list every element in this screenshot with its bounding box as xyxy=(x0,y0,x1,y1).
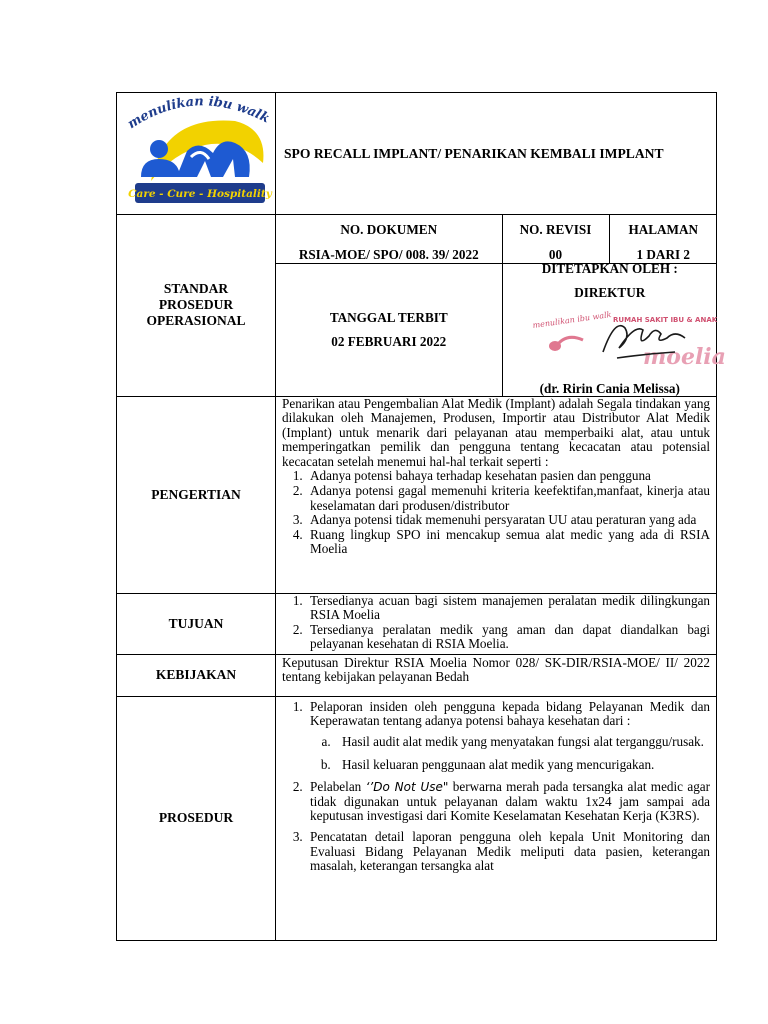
tanggal-terbit-cell xyxy=(276,264,502,396)
no-dokumen-cell xyxy=(276,215,502,264)
no-revisi-cell xyxy=(502,215,609,264)
ditetapkan-role: DIREKTUR xyxy=(574,285,646,300)
list-item: 2. Adanya potensi gagal memenuhi kriteria keefektifan,manfaat, kinerja atau keselamatan dari produsen/distributor xyxy=(306,484,710,513)
tanggal-terbit-value: 02 FEBRUARI 2022 xyxy=(331,333,447,349)
ditetapkan-cell xyxy=(502,261,726,396)
prosedur-step xyxy=(306,780,710,824)
prosedur-step-text: Pelabelan xyxy=(310,779,362,795)
do-not-use-label: ‘’Do Not Use" xyxy=(365,780,449,795)
list-item: 1. Tersedianya acuan bagi sistem manajemen peralatan medik dilingkungan RSIA Moelia xyxy=(306,594,710,623)
doc-info-table xyxy=(276,215,726,396)
prosedur-content xyxy=(276,696,717,940)
prosedur-sub-list xyxy=(310,735,710,772)
logo-arc-text: menulikan ibu walk xyxy=(125,94,272,133)
prosedur-step-text: Pencatatan detail laporan pengguna oleh kepala Unit Monitoring dan Evaluasi Bidang Pelayanan Medik meliputi data pasien, keterangan masalah, keterangan tersangka alat xyxy=(310,829,711,874)
no-dokumen-label: NO. DOKUMEN xyxy=(340,222,438,237)
tujuan-list xyxy=(282,594,710,652)
list-item: b. Hasil keluaran penggunaan alat medik yang mencurigakan. xyxy=(334,758,710,773)
list-item: 3. Adanya potensi tidak memenuhi persyaratan UU atau peraturan yang ada xyxy=(306,513,710,528)
ditetapkan-label: DITETAPKAN OLEH : xyxy=(541,261,678,276)
no-revisi-value: 00 xyxy=(548,247,563,262)
stamp-arc-text: menulikan ibu walk xyxy=(531,310,612,330)
kebijakan-label: KEBIJAKAN xyxy=(117,654,276,696)
logo-cell xyxy=(117,93,276,215)
signatory-name: (dr. Ririn Cania Melissa) xyxy=(539,380,680,396)
kebijakan-text: Keputusan Direktur RSIA Moelia Nomor 028/ SK-DIR/RSIA-MOE/ II/ 2022 tentang kebijakan pelayanan Bedah xyxy=(276,654,717,696)
prosedur-list xyxy=(282,700,710,874)
halaman-label: HALAMAN xyxy=(628,222,699,237)
prosedur-step-text: Pelaporan insiden oleh pengguna kepada bidang Pelayanan Medik dan Keperawatan tentang adanya potensi bahaya kesehatan dari : xyxy=(310,698,711,729)
section-label-text: STANDAR PROSEDUR OPERASIONAL xyxy=(146,281,246,329)
stamp-moelia-text: moelia xyxy=(642,344,726,370)
pengertian-list xyxy=(282,469,710,557)
list-item: 1. Adanya potensi bahaya terhadap kesehatan pasien dan pengguna xyxy=(306,469,710,484)
no-revisi-label: NO. REVISI xyxy=(519,222,592,237)
logo-footer-text: Care - Cure - Hospitality xyxy=(128,188,272,200)
pengertian-content xyxy=(276,396,717,593)
tanggal-terbit-label: TANGGAL TERBIT xyxy=(329,309,448,325)
stamp-hospital-text: RUMAH SAKIT IBU & ANAK xyxy=(612,316,717,324)
tujuan-content xyxy=(276,593,717,654)
document-title: SPO RECALL IMPLANT/ PENARIKAN KEMBALI IMPLANT xyxy=(276,93,717,215)
pengertian-label: PENGERTIAN xyxy=(117,396,276,593)
section-label-spo xyxy=(117,215,276,397)
tujuan-label: TUJUAN xyxy=(117,593,276,654)
prosedur-step xyxy=(306,830,710,874)
list-item: 4. Ruang lingkup SPO ini mencakup semua alat medic yang ada di RSIA Moelia xyxy=(306,528,710,557)
stamp-signature xyxy=(525,308,726,374)
halaman-cell xyxy=(609,215,717,264)
prosedur-label: PROSEDUR xyxy=(117,696,276,940)
logo-figure-head xyxy=(150,140,168,158)
prosedur-step-text: berwarna merah pada tersangka alat medic agar tidak digunakan untuk pelayanan dalam waktu 1x24 jam sampai ada keputusan investigasi dari Komite Keselamatan Kesehatan Kerja (K3RS). xyxy=(310,779,711,824)
list-item: 2. Tersedianya peralatan medik yang aman dan dapat diandalkan bagi pelayanan kesehatan di RSIA Moelia. xyxy=(306,623,710,652)
doc-info-area xyxy=(276,215,726,397)
no-dokumen-value: RSIA-MOE/ SPO/ 008. 39/ 2022 xyxy=(298,247,479,262)
list-item: a. Hasil audit alat medik yang menyatakan fungsi alat terganggu/rusak. xyxy=(334,735,710,750)
prosedur-step xyxy=(306,700,710,772)
pengertian-intro: Penarikan atau Pengembalian Alat Medik (Implant) adalah Segala tindakan yang dilakukan oleh Manajemen, Produsen, Importir atau Distributor Alat Medik (Implant) untuk menarik dari pelayanan atau memperbaiki alat, atau untuk memperingatkan pemilik dan pengguna tentang kecacatan atau potensial kecacatan setelah menemui hal-hal terkait seperti : xyxy=(282,395,711,469)
hospital-logo xyxy=(117,93,274,209)
spo-table xyxy=(116,92,726,941)
halaman-value: 1 DARI 2 xyxy=(636,247,690,262)
